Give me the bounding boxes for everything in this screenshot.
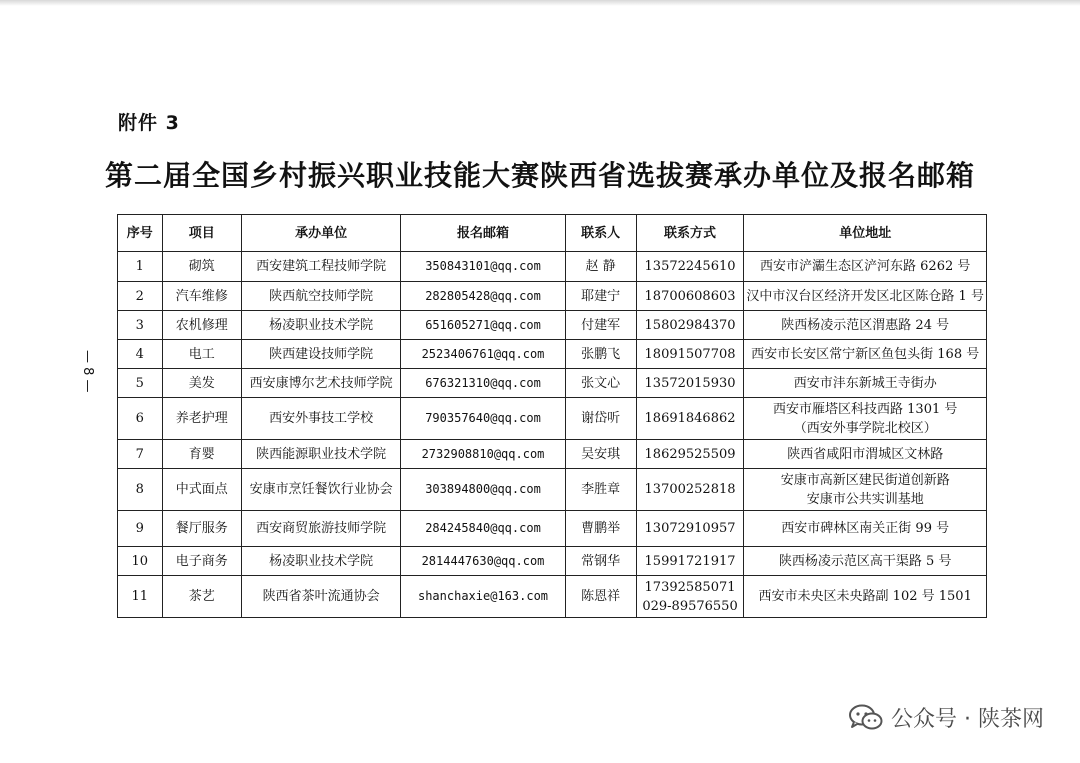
cell-project: 中式面点 [162, 469, 241, 511]
cell-contact: 李胜章 [565, 469, 636, 511]
cell-phone [636, 469, 744, 511]
address-line: （西安外事学院北校区） [793, 420, 937, 436]
cell-phone [636, 440, 744, 469]
table-row [118, 576, 987, 618]
cell-phone [636, 340, 744, 369]
phone-line: 13572015930 [644, 375, 736, 391]
cell-address [744, 576, 987, 618]
cell-phone [636, 576, 744, 618]
cell-project: 农机修理 [162, 311, 241, 340]
cell-phone [636, 311, 744, 340]
cell-email: 2814447630@qq.com [401, 547, 565, 576]
cell-email: 651605271@qq.com [401, 311, 565, 340]
header-no: 序号 [118, 215, 163, 252]
cell-address [744, 282, 987, 311]
attachment-label: 附件 3 [118, 112, 180, 134]
cell-no: 9 [118, 511, 163, 547]
cell-email: 2732908810@qq.com [401, 440, 565, 469]
header-unit: 承办单位 [241, 215, 401, 252]
table-row [118, 469, 987, 511]
cell-no: 1 [118, 252, 163, 282]
cell-project: 育婴 [162, 440, 241, 469]
cell-project: 茶艺 [162, 576, 241, 618]
cell-address [744, 511, 987, 547]
table-row [118, 547, 987, 576]
cell-unit: 杨凌职业技术学院 [241, 311, 401, 340]
cell-project: 餐厅服务 [162, 511, 241, 547]
cell-project: 电工 [162, 340, 241, 369]
cell-project: 电子商务 [162, 547, 241, 576]
header-phone: 联系方式 [636, 215, 744, 252]
cell-no: 6 [118, 398, 163, 440]
phone-line: 18700608603 [644, 288, 736, 304]
address-line: 西安市碑林区南关正街 99 号 [781, 521, 950, 536]
address-line: 西安市未央区未央路副 102 号 1501 [758, 589, 972, 604]
cell-unit: 陕西建设技师学院 [241, 340, 401, 369]
cell-email: 303894800@qq.com [401, 469, 565, 511]
table-row [118, 398, 987, 440]
cell-unit: 陕西能源职业技术学院 [241, 440, 401, 469]
cell-unit: 安康市烹饪餐饮行业协会 [241, 469, 401, 511]
cell-contact: 吴安琪 [565, 440, 636, 469]
cell-phone [636, 282, 744, 311]
table-row [118, 311, 987, 340]
page-edge [0, 0, 1080, 6]
cell-contact: 曹鹏举 [565, 511, 636, 547]
cell-email: 284245840@qq.com [401, 511, 565, 547]
phone-line: 18091507708 [644, 346, 736, 362]
cell-address [744, 311, 987, 340]
address-line: 陕西杨凌示范区高干渠路 5 号 [778, 553, 952, 569]
table-row [118, 282, 987, 311]
cell-address [744, 369, 987, 398]
cell-phone [636, 252, 744, 282]
phone-line: 029-89576550 [642, 598, 738, 614]
cell-phone [636, 547, 744, 576]
table-row [118, 511, 987, 547]
header-address: 单位地址 [744, 215, 987, 252]
cell-email: 350843101@qq.com [401, 252, 565, 282]
table-row [118, 369, 987, 398]
header-contact: 联系人 [565, 215, 636, 252]
phone-line: 13700252818 [644, 482, 736, 497]
cell-address [744, 440, 987, 469]
cell-contact: 付建军 [565, 311, 636, 340]
phone-line: 13572245610 [644, 259, 736, 274]
cell-no: 5 [118, 369, 163, 398]
phone-line: 17392585071 [644, 579, 736, 595]
cell-unit: 陕西航空技师学院 [241, 282, 401, 311]
cell-no: 3 [118, 311, 163, 340]
watermark-text: 公众号 · 陕茶网 [891, 706, 1044, 732]
cell-no: 4 [118, 340, 163, 369]
cell-project: 砌筑 [162, 252, 241, 282]
cell-unit: 杨凌职业技术学院 [241, 547, 401, 576]
header-email: 报名邮箱 [401, 215, 565, 252]
cell-address [744, 398, 987, 440]
address-line: 陕西省咸阳市渭城区文林路 [787, 446, 944, 462]
table-row [118, 340, 987, 369]
cell-contact: 张鹏飞 [565, 340, 636, 369]
phone-line: 15991721917 [644, 553, 736, 569]
wechat-icon [849, 704, 883, 730]
cell-unit: 西安商贸旅游技师学院 [241, 511, 401, 547]
address-line: 安康市公共实训基地 [806, 491, 924, 507]
table-header-row [118, 215, 987, 252]
table-row [118, 440, 987, 469]
cell-project: 养老护理 [162, 398, 241, 440]
cell-unit: 西安外事技工学校 [241, 398, 401, 440]
cell-contact: 赵 静 [565, 252, 636, 282]
cell-project: 汽车维修 [162, 282, 241, 311]
cell-address [744, 252, 987, 282]
table-body [118, 252, 987, 618]
cell-no: 8 [118, 469, 163, 511]
cell-no: 11 [118, 576, 163, 618]
page-number [80, 350, 100, 393]
cell-no: 2 [118, 282, 163, 311]
phone-line: 13072910957 [644, 521, 736, 536]
address-line: 陕西杨凌示范区渭惠路 24 号 [781, 317, 950, 333]
cell-no: 7 [118, 440, 163, 469]
cell-phone [636, 398, 744, 440]
address-line: 西安市沣东新城王寺街办 [793, 375, 937, 391]
cell-contact: 常钢华 [565, 547, 636, 576]
page-number-text: — 8 — [80, 350, 95, 393]
header-project: 项目 [162, 215, 241, 252]
cell-unit: 西安建筑工程技师学院 [241, 252, 401, 282]
phone-line: 18691846862 [644, 411, 736, 426]
cell-phone [636, 369, 744, 398]
cell-contact: 张文心 [565, 369, 636, 398]
cell-email: 2523406761@qq.com [401, 340, 565, 369]
cell-contact: 陈恩祥 [565, 576, 636, 618]
registry-table [117, 214, 987, 618]
watermark [849, 702, 1044, 732]
cell-email: 676321310@qq.com [401, 369, 565, 398]
address-line: 汉中市汉台区经济开发区北区陈仓路 1 号 [746, 288, 984, 304]
address-line: 西安市长安区常宁新区鱼包头街 168 号 [751, 346, 980, 362]
address-line: 西安市浐灞生态区浐河东路 6262 号 [760, 259, 971, 274]
phone-line: 15802984370 [644, 317, 736, 333]
cell-contact: 耶建宁 [565, 282, 636, 311]
cell-email: 282805428@qq.com [401, 282, 565, 311]
cell-no: 10 [118, 547, 163, 576]
cell-email: 790357640@qq.com [401, 398, 565, 440]
address-line: 西安市雁塔区科技西路 1301 号 [773, 401, 958, 417]
cell-address [744, 340, 987, 369]
cell-unit: 陕西省茶叶流通协会 [241, 576, 401, 618]
cell-project: 美发 [162, 369, 241, 398]
table-row [118, 252, 987, 282]
cell-contact: 谢岱听 [565, 398, 636, 440]
cell-address [744, 469, 987, 511]
cell-email: shanchaxie@163.com [401, 576, 565, 618]
phone-line: 18629525509 [644, 446, 736, 462]
cell-phone [636, 511, 744, 547]
cell-address [744, 547, 987, 576]
document-title: 第二届全国乡村振兴职业技能大赛陕西省选拔赛承办单位及报名邮箱 [104, 159, 975, 192]
address-line: 安康市高新区建民街道创新路 [780, 472, 950, 488]
cell-unit: 西安康博尔艺术技师学院 [241, 369, 401, 398]
